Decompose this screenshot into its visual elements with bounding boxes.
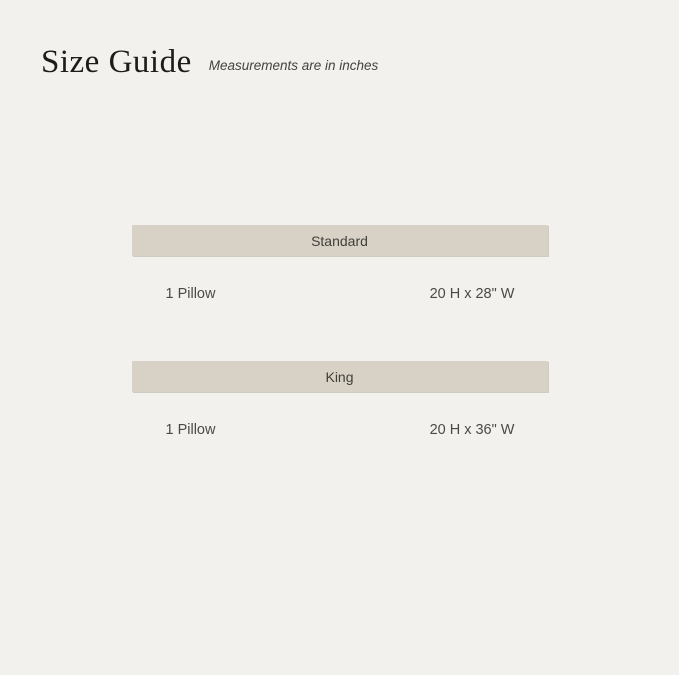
row-item-label: 1 Pillow bbox=[165, 286, 216, 302]
page-subtitle: Measurements are in inches bbox=[208, 58, 379, 73]
size-guide-tables bbox=[132, 225, 548, 439]
row-dimensions: 20 H x 36" W bbox=[429, 422, 515, 438]
size-section-title: Standard bbox=[311, 232, 368, 249]
size-row bbox=[132, 285, 548, 303]
size-section-king bbox=[132, 361, 548, 439]
page-header bbox=[0, 0, 679, 82]
page-title: Size Guide bbox=[41, 44, 192, 80]
size-row bbox=[132, 421, 548, 439]
size-section-title: King bbox=[325, 368, 354, 385]
size-section-header-standard bbox=[132, 225, 548, 256]
size-section-standard bbox=[132, 225, 548, 303]
row-dimensions: 20 H x 28" W bbox=[429, 286, 515, 302]
row-item-label: 1 Pillow bbox=[165, 422, 216, 438]
size-section-header-king bbox=[132, 361, 548, 392]
